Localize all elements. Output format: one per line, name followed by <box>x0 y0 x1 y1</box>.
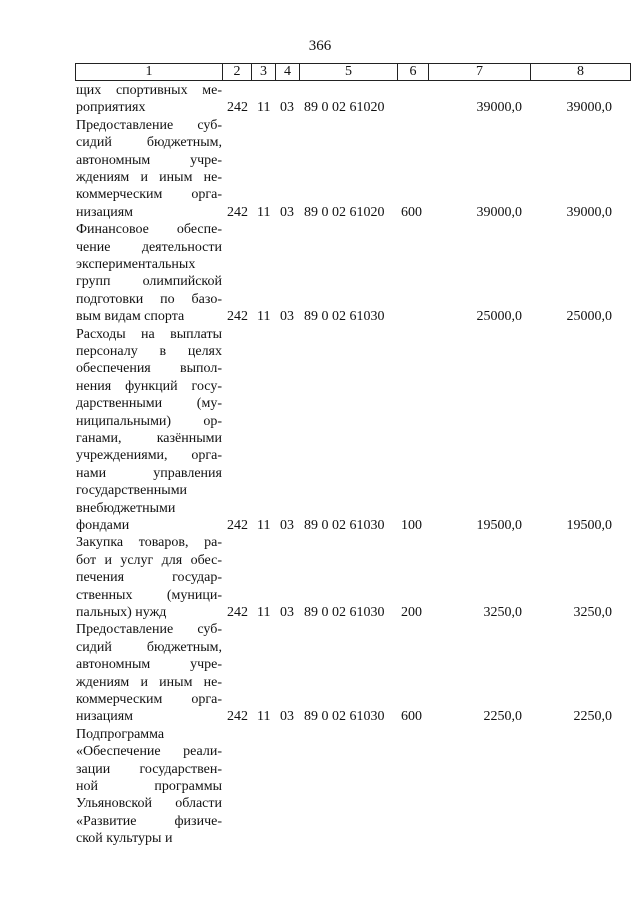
cell-c4: 03 <box>280 604 294 620</box>
row-description <box>76 117 222 221</box>
cell-c5: 89 0 02 61030 <box>304 709 385 725</box>
row-description <box>76 726 222 848</box>
description-line: чение деятельности <box>76 239 222 255</box>
description-line: внебюджетными <box>76 500 176 516</box>
description-line: групп олимпийской <box>76 274 222 290</box>
description-line: Ульяновской области <box>76 796 222 812</box>
description-line: щих спортивных ме- <box>76 83 222 98</box>
row-description <box>76 326 222 535</box>
description-line: ской культуры и <box>76 831 173 847</box>
cell-c5: 89 0 02 61020 <box>304 100 385 116</box>
cell-c4: 03 <box>280 709 294 725</box>
description-line: вым видам спорта <box>76 309 185 325</box>
cell-c2: 242 <box>227 204 248 220</box>
cell-c7: 3250,0 <box>483 604 522 620</box>
cell-c7: 39000,0 <box>476 100 522 116</box>
description-line: ждениям и иным не- <box>76 674 222 690</box>
cell-c8: 39000,0 <box>566 204 612 220</box>
cell-c3: 11 <box>257 309 271 325</box>
header-col-1: 1 <box>76 64 223 81</box>
cell-c3: 11 <box>257 517 271 533</box>
description-line: государственными <box>76 483 188 499</box>
cell-c5: 89 0 02 61030 <box>304 309 385 325</box>
row-description <box>76 621 222 725</box>
description-line: коммерческим орга- <box>76 692 222 708</box>
header-col-3: 3 <box>252 64 276 81</box>
row-description <box>76 82 222 117</box>
description-line: ственных (муници- <box>76 587 222 603</box>
row-description <box>76 221 222 325</box>
cell-c8: 25000,0 <box>566 309 612 325</box>
description-line: сидий бюджетным, <box>76 639 222 655</box>
cell-c3: 11 <box>257 709 271 725</box>
table-row <box>0 621 640 725</box>
cell-c3: 11 <box>257 100 271 116</box>
description-line: обеспечения выпол- <box>76 361 222 377</box>
description-line: Финансовое обеспе- <box>76 222 222 238</box>
description-line: подготовки по базо- <box>76 291 222 307</box>
cell-c2: 242 <box>227 604 248 620</box>
header-col-4: 4 <box>276 64 300 81</box>
description-line: Закупка товаров, ра- <box>76 535 222 551</box>
description-line: нами управления <box>76 465 222 481</box>
header-col-7: 7 <box>429 64 531 81</box>
cell-c3: 11 <box>257 604 271 620</box>
cell-c7: 2250,0 <box>483 709 522 725</box>
description-line: автономным учре- <box>76 657 222 673</box>
description-line: нения функций госу- <box>76 378 222 394</box>
description-line: Подпрограмма <box>76 726 165 742</box>
cell-c7: 25000,0 <box>476 309 522 325</box>
description-line: дарственными (му- <box>76 396 222 412</box>
page-number: 366 <box>308 38 332 54</box>
description-line: ной программы <box>76 779 222 795</box>
description-line: персоналу в целях <box>76 344 222 359</box>
header-col-2: 2 <box>223 64 252 81</box>
cell-c5: 89 0 02 61030 <box>304 517 385 533</box>
table-row <box>0 326 640 535</box>
description-line: печения государ- <box>76 570 222 586</box>
description-line: пальных) нужд <box>76 605 167 621</box>
header-col-5: 5 <box>300 64 398 81</box>
table-row <box>0 534 640 621</box>
description-line: зации государствен- <box>76 761 222 777</box>
cell-c8: 39000,0 <box>566 100 612 116</box>
header-col-8: 8 <box>531 64 631 81</box>
table-row <box>0 221 640 325</box>
description-line: учреждениями, орга- <box>76 448 222 464</box>
header-col-6: 6 <box>398 64 429 81</box>
cell-c4: 03 <box>280 204 294 220</box>
cell-c2: 242 <box>227 100 248 116</box>
description-line: «Развитие физиче- <box>76 813 222 829</box>
description-line: Предоставление суб- <box>76 622 222 638</box>
description-line: низациям <box>76 709 134 725</box>
cell-c6: 100 <box>401 517 422 533</box>
cell-c6: 600 <box>401 709 422 725</box>
cell-c2: 242 <box>227 309 248 325</box>
description-line: роприятиях <box>76 100 146 116</box>
cell-c8: 19500,0 <box>566 517 612 533</box>
cell-c4: 03 <box>280 309 294 325</box>
cell-c8: 3250,0 <box>573 604 612 620</box>
description-line: коммерческим орга- <box>76 187 222 203</box>
description-line: бот и услуг для обес- <box>76 552 222 568</box>
cell-c2: 242 <box>227 517 248 533</box>
table-header <box>75 63 631 81</box>
cell-c4: 03 <box>280 100 294 116</box>
description-line: фондами <box>76 518 130 534</box>
table-row <box>0 117 640 221</box>
cell-c8: 2250,0 <box>573 709 612 725</box>
description-line: ждениям и иным не- <box>76 170 222 186</box>
row-description <box>76 534 222 621</box>
cell-c6: 200 <box>401 604 422 620</box>
description-line: автономным учре- <box>76 152 222 168</box>
cell-c7: 19500,0 <box>476 517 522 533</box>
cell-c6: 600 <box>401 204 422 220</box>
cell-c5: 89 0 02 61030 <box>304 604 385 620</box>
description-line: ниципальными) ор- <box>76 413 222 429</box>
cell-c5: 89 0 02 61020 <box>304 204 385 220</box>
description-line: «Обеспечение реали- <box>76 744 222 760</box>
cell-c2: 242 <box>227 709 248 725</box>
cell-c7: 39000,0 <box>476 204 522 220</box>
cell-c3: 11 <box>257 204 271 220</box>
cell-c4: 03 <box>280 517 294 533</box>
table-row <box>0 726 640 848</box>
description-line: экспериментальных <box>76 257 196 272</box>
description-line: Предоставление суб- <box>76 117 222 133</box>
description-line: сидий бюджетным, <box>76 135 222 151</box>
description-line: низациям <box>76 204 134 220</box>
table-row <box>0 82 640 117</box>
description-line: Расходы на выплаты <box>76 326 222 342</box>
description-line: ганами, казёнными <box>76 431 222 447</box>
